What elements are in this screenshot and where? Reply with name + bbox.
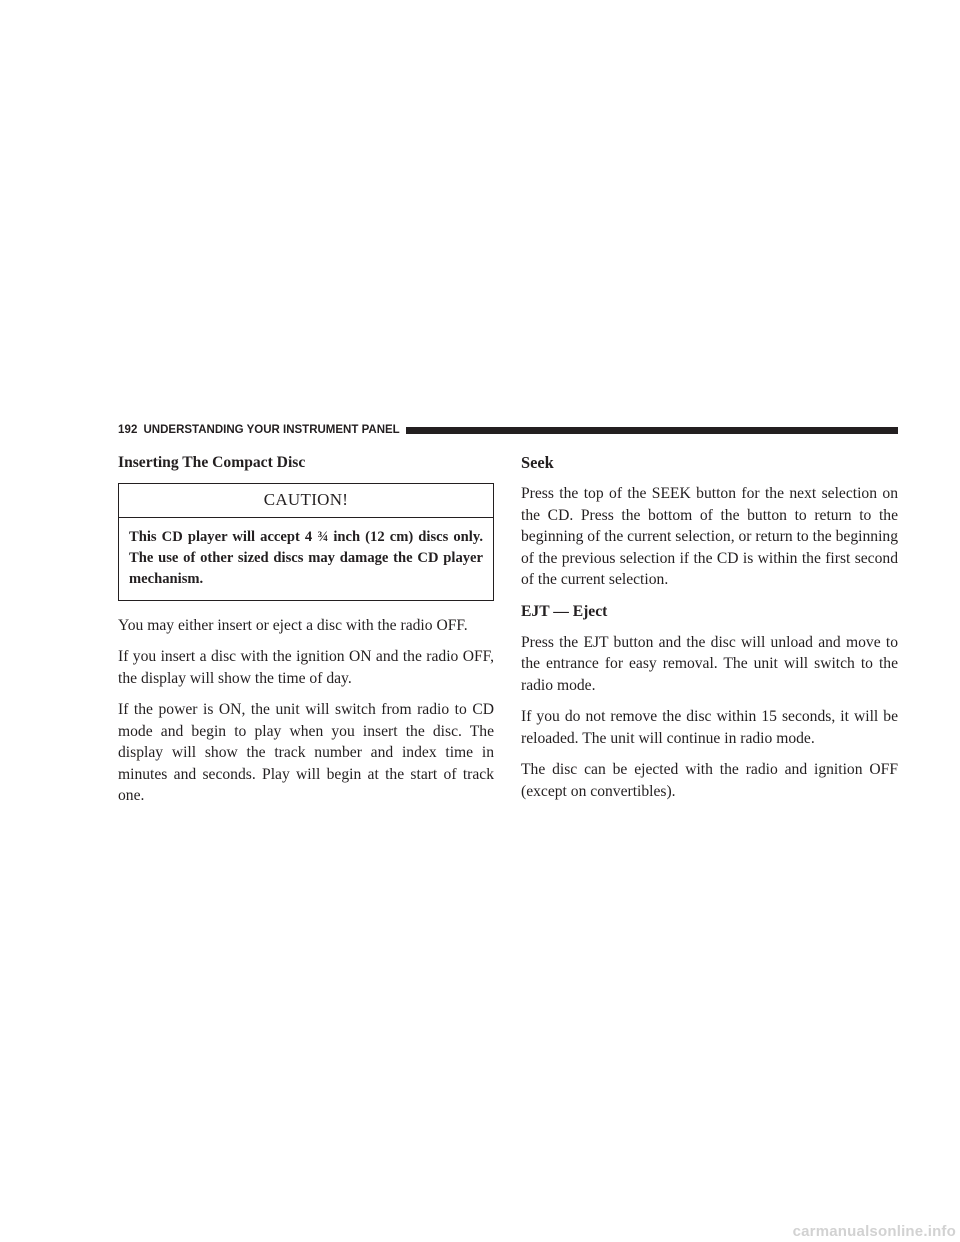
eject-paragraph-unload: Press the EJT button and the disc will unload and move to the entrance for easy removal. The unit will switch to the radio mode. bbox=[521, 633, 898, 694]
page-number: 192 bbox=[118, 424, 138, 436]
header-rule bbox=[406, 427, 898, 434]
left-column bbox=[118, 452, 494, 817]
caution-text: This CD player will accept 4 ¾ inch (12 cm) discs only. The use of other sized discs may damage the CD player mechanism. bbox=[129, 528, 483, 587]
watermark: carmanualsonline.info bbox=[792, 1223, 956, 1240]
seek-heading: Seek bbox=[521, 453, 554, 472]
caution-box bbox=[118, 483, 494, 601]
paragraph-power-on: If the power is ON, the unit will switch from radio to CD mode and begin to play when you insert the disc. The display will show the track number and index time in minutes and seconds. Play will begin at the start of track one. bbox=[118, 701, 494, 804]
eject-paragraph-ignition-off: The disc can be ejected with the radio and ignition OFF (except on convertibles). bbox=[521, 761, 898, 800]
caution-title: CAUTION! bbox=[119, 484, 493, 518]
inserting-disc-heading: Inserting The Compact Disc bbox=[118, 454, 306, 471]
seek-paragraph: Press the top of the SEEK button for the next selection on the CD. Press the bottom of the button to return to the beginning of the current selection, or return to the beginning of the previous selection if the CD is within the first second of the current selection. bbox=[521, 485, 898, 588]
section-title: UNDERSTANDING YOUR INSTRUMENT PANEL bbox=[143, 424, 400, 436]
right-column bbox=[521, 452, 898, 812]
paragraph-ignition-on: If you insert a disc with the ignition ON and the radio OFF, the display will show the time of day. bbox=[118, 648, 494, 687]
page-header bbox=[118, 423, 898, 437]
paragraph-radio-off: You may either insert or eject a disc with the radio OFF. bbox=[118, 616, 468, 634]
eject-heading: EJT — Eject bbox=[521, 602, 608, 620]
eject-paragraph-reload: If you do not remove the disc within 15 seconds, it will be reloaded. The unit will continue in radio mode. bbox=[521, 708, 898, 747]
